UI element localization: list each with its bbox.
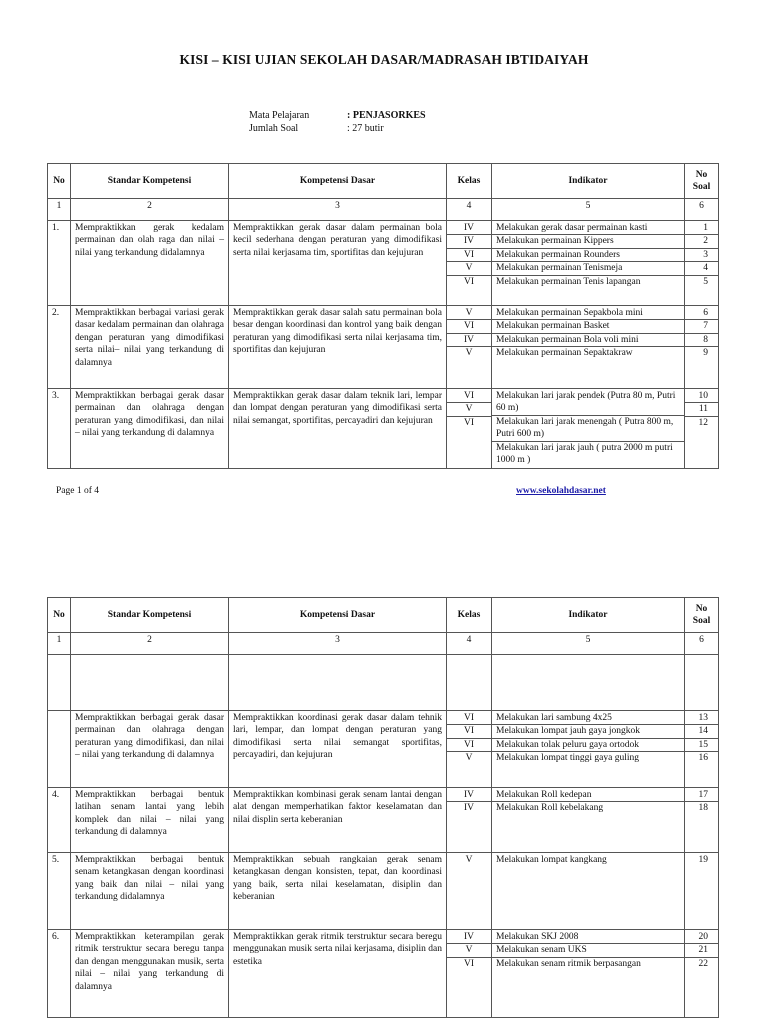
column-number-row <box>48 199 719 221</box>
row-number: 2. <box>48 306 71 389</box>
indikator-item: Melakukan Roll kedepan <box>492 789 684 802</box>
soal-number: 2 <box>685 235 718 248</box>
no-soal-cell <box>685 306 719 389</box>
soal-number: 17 <box>685 789 718 802</box>
indikator-item: Melakukan lari sambung 4x25 <box>492 712 684 725</box>
indikator-cell <box>492 788 685 853</box>
soal-number: 19 <box>698 855 708 865</box>
indikator-item: Melakukan SKJ 2008 <box>492 931 684 944</box>
kompetensi-dasar-cell: Mempraktikkan kombinasi gerak senam lantai dengan alat dengan memperhatikan faktor keselamatan dan nilai displin serta keberanian <box>229 788 447 853</box>
blank-cell <box>71 655 229 711</box>
table-row <box>48 389 719 469</box>
kelas-value: V <box>465 753 473 764</box>
indikator-item: Melakukan permainan Sepaktakraw <box>496 348 633 359</box>
kelas-value: VI <box>447 739 491 752</box>
indikator-item: Melakukan permainan Kippers <box>492 235 684 248</box>
subject-label: Mata Pelajaran <box>249 110 310 121</box>
kompetensi-dasar-cell: Mempraktikkan gerak dasar salah satu permainan bola besar dengan koordinasi dan kontrol yang baik dengan peraturan yang dimodifikasi serta nilai kerjasama tim, sportifitas dan kejujuran <box>229 306 447 389</box>
soal-number: 10 <box>685 390 718 403</box>
column-number-row <box>48 633 719 655</box>
kelas-value: IV <box>447 789 491 802</box>
table-row <box>48 711 719 788</box>
indikator-item: Melakukan permainan Basket <box>492 320 684 333</box>
soal-number: 8 <box>685 334 718 347</box>
soal-number: 3 <box>685 249 718 262</box>
kisi-table-page-1 <box>47 163 719 469</box>
header-kd: Kompetensi Dasar <box>229 164 447 199</box>
no-soal-cell <box>685 711 719 788</box>
column-number: 6 <box>685 199 719 221</box>
soal-number: 15 <box>685 739 718 752</box>
kompetensi-dasar-cell: Mempraktikkan gerak ritmik terstruktur secara beregu menggunakan musik serta nilai kerjasama, disiplin dan estetika <box>229 930 447 1018</box>
header-no: No <box>48 164 71 199</box>
kelas-value: IV <box>447 334 491 347</box>
soal-number: 9 <box>703 348 708 359</box>
document-title: KISI – KISI UJIAN SEKOLAH DASAR/MADRASAH IBTIDAIYAH <box>179 52 589 67</box>
kelas-value: IV <box>463 803 475 814</box>
blank-cell <box>447 655 492 711</box>
blank-cell <box>229 655 447 711</box>
kelas-value: VI <box>447 320 491 333</box>
column-number: 1 <box>48 199 71 221</box>
standar-kompetensi-cell: Mempraktikkan berbagai bentuk latihan senam lantai yang lebih komplek dan nilai – nilai yang terkandung di dalamnya <box>71 788 229 853</box>
soal-number: 22 <box>698 958 708 969</box>
count-label: Jumlah Soal <box>249 122 299 134</box>
kelas-cell <box>447 306 492 389</box>
indikator-item: Melakukan lari jarak jauh ( putra 2000 m putri 1000 m ) <box>496 442 673 466</box>
table-row <box>48 306 719 389</box>
no-soal-cell <box>685 853 719 930</box>
kisi-table-page-2 <box>47 597 719 1018</box>
row-number: 4. <box>48 788 71 853</box>
kelas-cell <box>447 389 492 469</box>
soal-number: 6 <box>685 307 718 320</box>
kelas-value: V <box>447 403 491 416</box>
kompetensi-dasar-cell: Mempraktikkan sebuah rangkaian gerak senam ketangkasan dengan konsisten, tepat, dan koordinasi yang baik, serta nilai keselamatan, disiplin dan keberanian <box>229 853 447 930</box>
indikator-item: Melakukan gerak dasar permainan kasti <box>492 222 684 235</box>
column-number: 6 <box>685 633 719 655</box>
kelas-value: V <box>465 855 473 865</box>
standar-kompetensi-cell: Mempraktikkan berbagai variasi gerak dasar kedalam permainan dan olahraga dengan peraturan yang dimodifikasi serta nilai– nilai yang terkandung di dalamnya <box>71 306 229 389</box>
kompetensi-dasar-cell: Mempraktikkan gerak dasar dalam permainan bola kecil sederhana dengan peraturan yang dimodifikasi serta nilai kerjasama tim, sportifitas dan kejujuran <box>229 221 447 306</box>
indikator-cell <box>492 221 685 306</box>
website-link[interactable]: www.sekolahdasar.net <box>516 486 606 496</box>
header-kd: Kompetensi Dasar <box>229 598 447 633</box>
kelas-value: V <box>447 944 491 957</box>
soal-number: 7 <box>685 320 718 333</box>
column-number: 3 <box>229 199 447 221</box>
standar-kompetensi-cell: Mempraktikkan gerak kedalam permainan dan olah raga dan nilai – nilai yang terkandung didalamnya <box>71 221 229 306</box>
soal-number: 13 <box>685 712 718 725</box>
kelas-value: IV <box>447 931 491 944</box>
header-nosoal: No Soal <box>685 598 719 633</box>
indikator-item: Melakukan permainan Rounders <box>492 249 684 262</box>
kelas-cell <box>447 711 492 788</box>
kompetensi-dasar-cell: Mempraktikkan gerak dasar dalam teknik lari, lempar dan lompat dengan peraturan yang dimodifikasi serta nilai semangat, sportifitas, percayadiri dan kejujuran <box>229 389 447 469</box>
indikator-item: Melakukan lompat jauh gaya jongkok <box>492 725 684 738</box>
column-number: 5 <box>492 199 685 221</box>
kelas-value: VI <box>447 712 491 725</box>
header-indikator: Indikator <box>492 598 685 633</box>
subject-info <box>249 110 426 135</box>
standar-kompetensi-cell: Mempraktikkan keterampilan gerak ritmik terstruktur secara beregu tanpa dan dengan menggunakan musik, serta nilai – nilai yang terkandung di dalamnya <box>71 930 229 1018</box>
kelas-value: IV <box>447 235 491 248</box>
indikator-item: Melakukan lompat kangkang <box>496 855 607 865</box>
no-soal-cell <box>685 389 719 469</box>
row-number <box>48 711 71 788</box>
indikator-item: Melakukan lari jarak pendek (Putra 80 m, Putri 60 m) <box>492 390 684 416</box>
column-number: 3 <box>229 633 447 655</box>
count-value: : 27 butir <box>347 122 384 134</box>
indikator-cell <box>492 306 685 389</box>
soal-number: 20 <box>685 931 718 944</box>
kompetensi-dasar-cell: Mempraktikkan koordinasi gerak dasar dalam tehnik lari, lempar, dan lompat dengan peraturan yang dimodifikasi serta nilai semangat sportifitas, percayadiri, dan kejujuran <box>229 711 447 788</box>
header-kelas: Kelas <box>447 598 492 633</box>
standar-kompetensi-cell: Mempraktikkan berbagai bentuk senam ketangkasan dengan koordinasi yang baik dan nilai – nilai yang terkandung didalamnya <box>71 853 229 930</box>
no-soal-cell <box>685 221 719 306</box>
no-soal-cell <box>685 930 719 1018</box>
table-row <box>48 788 719 853</box>
indikator-item: Melakukan permainan Bola voli mini <box>492 334 684 347</box>
indikator-item: Melakukan lari jarak menengah ( Putra 800 m, Putri 600 m) <box>492 416 684 442</box>
soal-number: 1 <box>685 222 718 235</box>
row-number: 1. <box>48 221 71 306</box>
indikator-item: Melakukan permainan Sepakbola mini <box>492 307 684 320</box>
subject-value: : PENJASORKES <box>347 110 426 121</box>
column-number: 2 <box>71 199 229 221</box>
table-row <box>48 853 719 930</box>
kelas-value: VI <box>463 417 475 428</box>
kelas-cell <box>447 853 492 930</box>
indikator-item: Melakukan tolak peluru gaya ortodok <box>492 739 684 752</box>
kelas-value: VI <box>463 958 475 969</box>
blank-row <box>48 655 719 711</box>
table-row <box>48 221 719 306</box>
soal-number: 14 <box>685 725 718 738</box>
no-soal-cell <box>685 788 719 853</box>
indikator-item: Melakukan senam ritmik berpasangan <box>496 958 641 969</box>
row-number: 3. <box>48 389 71 469</box>
standar-kompetensi-cell: Mempraktikkan berbagai gerak dasar permainan dan olahraga dengan peraturan yang dimodifikasi, dan nilai – nilai yang terkandung di dalamnya <box>71 389 229 469</box>
row-number: 5. <box>48 853 71 930</box>
column-number: 4 <box>447 199 492 221</box>
kelas-value: VI <box>447 725 491 738</box>
blank-cell <box>685 655 719 711</box>
column-number: 5 <box>492 633 685 655</box>
indikator-item: Melakukan senam UKS <box>492 944 684 957</box>
indikator-cell <box>492 711 685 788</box>
soal-number: 4 <box>685 262 718 275</box>
blank-cell <box>48 655 71 711</box>
kelas-value: V <box>465 348 473 359</box>
kelas-cell <box>447 930 492 1018</box>
header-sk: Standar Kompetensi <box>71 598 229 633</box>
soal-number: 12 <box>698 417 708 428</box>
soal-number: 21 <box>685 944 718 957</box>
kelas-value: VI <box>447 390 491 403</box>
kelas-cell <box>447 221 492 306</box>
soal-number: 16 <box>698 753 708 764</box>
column-number: 2 <box>71 633 229 655</box>
kelas-cell <box>447 788 492 853</box>
kelas-value: V <box>447 307 491 320</box>
header-sk: Standar Kompetensi <box>71 164 229 199</box>
soal-number: 11 <box>685 403 718 416</box>
kelas-value: VI <box>463 276 475 287</box>
indikator-cell <box>492 853 685 930</box>
soal-number: 18 <box>698 803 708 814</box>
header-indikator: Indikator <box>492 164 685 199</box>
indikator-cell <box>492 389 685 469</box>
header-row <box>48 598 719 633</box>
column-number: 4 <box>447 633 492 655</box>
soal-number: 5 <box>703 276 708 287</box>
indikator-item: Melakukan Roll kebelakang <box>496 803 604 814</box>
standar-kompetensi-cell: Mempraktikkan berbagai gerak dasar permainan dan olahraga dengan peraturan yang dimodifikasi, dan nilai – nilai yang terkandung di dalamnya <box>71 711 229 788</box>
table-row <box>48 930 719 1018</box>
kelas-value: V <box>447 262 491 275</box>
indikator-cell <box>492 930 685 1018</box>
header-nosoal: No Soal <box>685 164 719 199</box>
page-number: Page 1 of 4 <box>56 486 100 496</box>
header-kelas: Kelas <box>447 164 492 199</box>
column-number: 1 <box>48 633 71 655</box>
indikator-item: Melakukan permainan Tenismeja <box>492 262 684 275</box>
header-no: No <box>48 598 71 633</box>
indikator-item: Melakukan permainan Tenis lapangan <box>496 276 641 287</box>
blank-cell <box>492 655 685 711</box>
kelas-value: IV <box>447 222 491 235</box>
indikator-item: Melakukan lompat tinggi gaya guling <box>496 753 640 764</box>
kelas-value: VI <box>447 249 491 262</box>
header-row <box>48 164 719 199</box>
row-number: 6. <box>48 930 71 1018</box>
